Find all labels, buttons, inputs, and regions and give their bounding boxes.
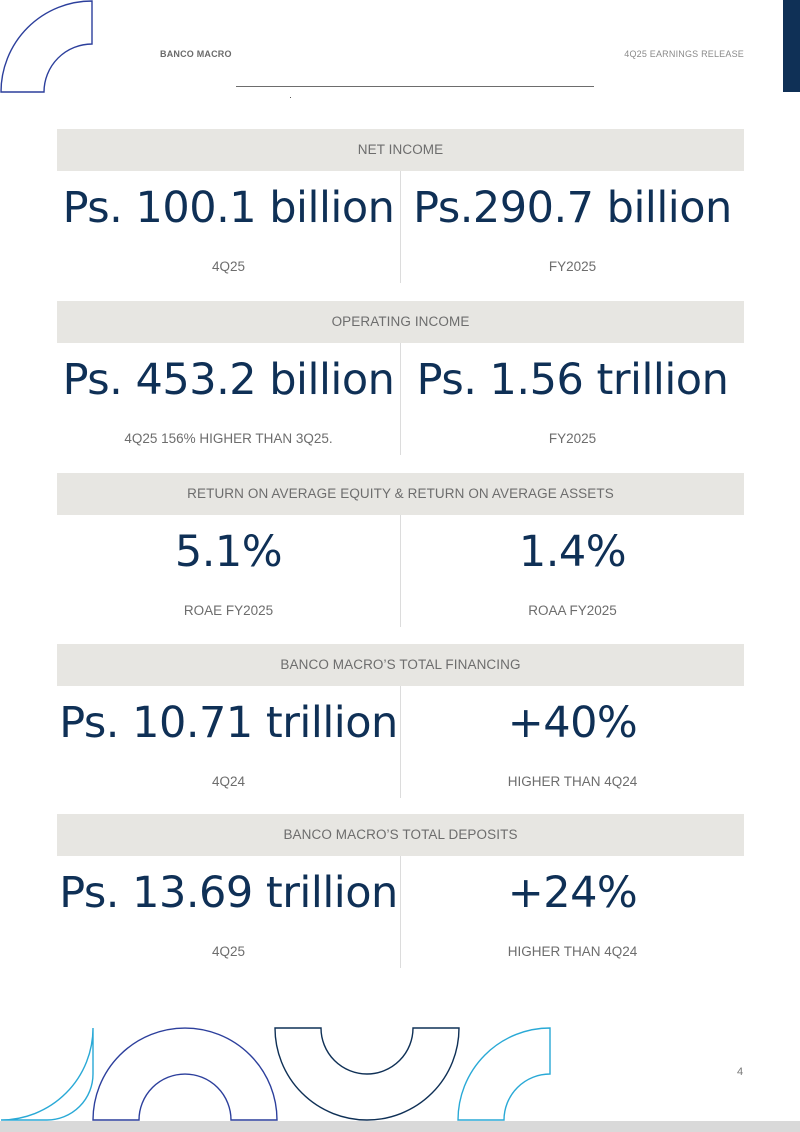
stat-value: Ps. 100.1 billion [62,183,395,233]
stat-caption: HIGHER THAN 4Q24 [507,944,638,959]
stat-caption: FY2025 [548,431,597,446]
stat-caption: ROAA FY2025 [528,603,617,618]
stat-financing-amount [57,686,400,798]
header-dot [290,97,291,98]
header-divider [236,86,594,87]
stat-caption: 4Q25 156% HIGHER THAN 3Q25. [124,431,333,446]
stats-row [57,686,744,798]
stats-row [57,515,744,627]
stat-value: Ps. 453.2 billion [62,355,395,405]
bottom-inverted-half-ring-icon [275,1028,459,1120]
stat-value: Ps. 10.71 trillion [59,698,398,748]
section-title: RETURN ON AVERAGE EQUITY & RETURN ON AVERAGE ASSETS [57,473,744,515]
stat-4q25 [57,343,400,455]
stat-value: Ps.290.7 billion [413,183,732,233]
total-deposits-section [57,814,744,968]
section-title: NET INCOME [57,129,744,171]
stat-roae [57,515,400,627]
stat-value: 1.4% [518,527,627,577]
stat-roaa [401,515,744,627]
header-company-name: BANCO MACRO [160,49,232,59]
section-title: BANCO MACRO’S TOTAL FINANCING [57,644,744,686]
stats-row [57,171,744,283]
stat-value: +40% [507,698,638,748]
stat-deposits-amount [57,856,400,968]
footer-band [0,1121,800,1132]
stat-fy2025 [401,343,744,455]
stats-row [57,856,744,968]
stat-value: 5.1% [174,527,283,577]
return-ratios-section [57,473,744,627]
stat-value: Ps. 13.69 trillion [59,868,398,918]
total-financing-section [57,644,744,798]
bottom-half-ring-icon [93,1028,277,1120]
stat-caption: 4Q25 [211,944,246,959]
section-title: OPERATING INCOME [57,301,744,343]
stat-fy2025 [401,171,744,283]
corner-accent-bar [783,0,800,92]
bottom-left-arc-icon [1,1028,93,1120]
stat-caption: 4Q25 [211,259,246,274]
stat-value: +24% [507,868,638,918]
stat-caption: FY2025 [548,259,597,274]
net-income-section [57,129,744,283]
page-number: 4 [737,1066,744,1078]
stat-caption: HIGHER THAN 4Q24 [507,774,638,789]
stat-value: Ps. 1.56 trillion [416,355,729,405]
top-left-arc-icon [1,1,92,92]
stat-financing-growth [401,686,744,798]
stat-caption: ROAE FY2025 [183,603,274,618]
header-report-title: 4Q25 EARNINGS RELEASE [624,49,744,59]
section-title: BANCO MACRO’S TOTAL DEPOSITS [57,814,744,856]
stat-deposits-growth [401,856,744,968]
bottom-right-arc-icon [458,1028,550,1120]
stat-caption: 4Q24 [211,774,246,789]
stats-row [57,343,744,455]
stat-4q25 [57,171,400,283]
operating-income-section [57,301,744,455]
